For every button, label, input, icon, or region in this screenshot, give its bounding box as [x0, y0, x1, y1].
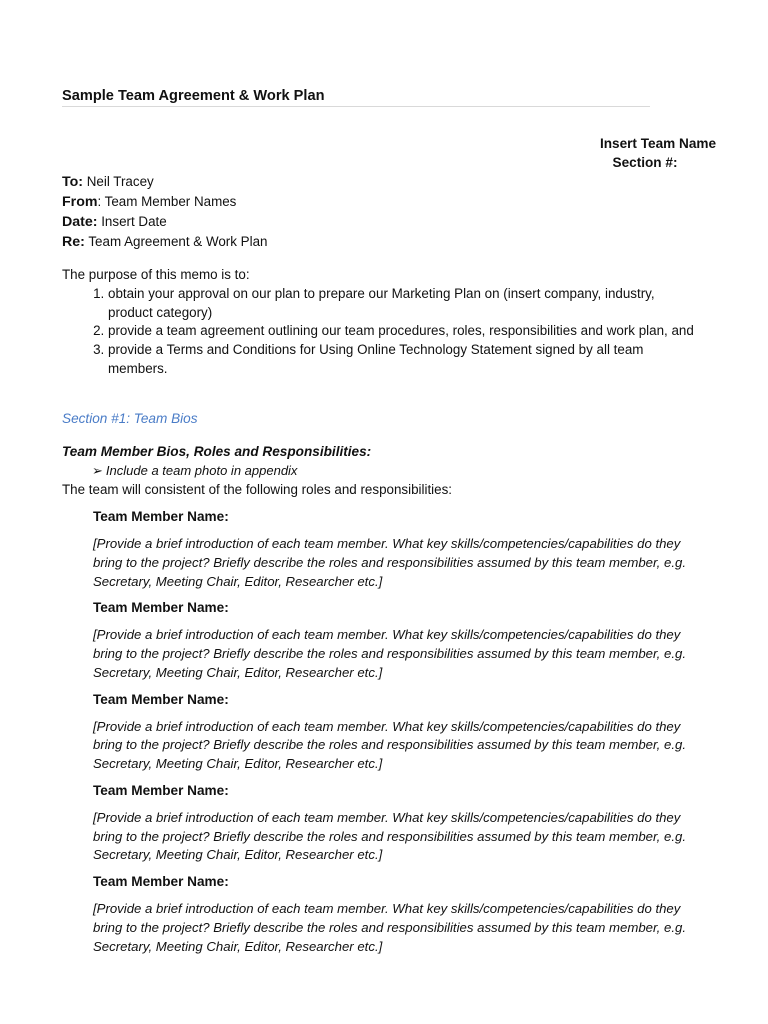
- team-member-name: Team Member Name:: [93, 874, 229, 890]
- memo-re-row: [62, 232, 267, 252]
- team-member-name: Team Member Name:: [93, 691, 229, 707]
- team-member-description: [Provide a brief introduction of each team member. What key skills/competencies/capabilities do they bring to the project? Briefly describe the roles and responsibilities assumed by this team member, e.g. Secretary, Meeting Chair, Editor, Researcher etc.]: [93, 809, 686, 863]
- date-label: Date:: [62, 214, 98, 230]
- memo-header: [62, 172, 267, 252]
- purpose-intro: The purpose of this memo is to:: [62, 267, 250, 282]
- re-label: Re:: [62, 234, 85, 250]
- to-value: Neil Tracey: [83, 174, 154, 189]
- team-member-entry: [93, 691, 713, 782]
- purpose-section: [62, 266, 702, 379]
- arrow-bullet-icon: ➢: [92, 463, 103, 478]
- re-value: Team Agreement & Work Plan: [84, 234, 268, 249]
- purpose-item: 2. provide a team agreement outlining our team procedures, roles, responsibilities and work plan, and: [108, 322, 702, 341]
- roles-intro: The team will consistent of the following roles and responsibilities:: [62, 482, 453, 497]
- team-member-description: [Provide a brief introduction of each team member. What key skills/competencies/capabilities do they bring to the project? Briefly describe the roles and responsibilities assumed by this team member, e.g. Secretary, Meeting Chair, Editor, Researcher etc.]: [93, 536, 686, 589]
- date-value: Insert Date: [97, 214, 167, 229]
- team-member-entry: [93, 782, 713, 873]
- purpose-list: [62, 285, 702, 379]
- section-heading: Section #1: Team Bios: [62, 411, 198, 426]
- team-member-list: [93, 508, 713, 964]
- from-label: From: [62, 194, 98, 210]
- team-member-name: Team Member Name:: [93, 509, 229, 524]
- team-member-entry: [93, 599, 713, 690]
- memo-date-row: [62, 212, 267, 232]
- bullet-item: [92, 463, 297, 479]
- section-number: Section #:: [612, 155, 678, 170]
- team-member-entry: [93, 873, 713, 964]
- team-member-description: [Provide a brief introduction of each team member. What key skills/competencies/capabilities do they bring to the project? Briefly describe the roles and responsibilities assumed by this team member, e.g. Secretary, Meeting Chair, Editor, Researcher etc.]: [93, 627, 686, 680]
- team-member-description: [Provide a brief introduction of each team member. What key skills/competencies/capabilities do they bring to the project? Briefly describe the roles and responsibilities assumed by this team member, e.g. Secretary, Meeting Chair, Editor, Researcher etc.]: [93, 718, 686, 772]
- document-title: Sample Team Agreement & Work Plan: [62, 88, 325, 104]
- team-member-name: Team Member Name:: [93, 782, 229, 798]
- title-underline: [62, 106, 650, 107]
- team-info-block: [560, 134, 730, 172]
- team-member-entry: [93, 508, 713, 599]
- from-value: : Team Member Names: [97, 194, 237, 209]
- team-member-name: Team Member Name:: [93, 600, 229, 616]
- purpose-item: 1. obtain your approval on our plan to prepare our Marketing Plan on (insert company, industry, product category): [108, 285, 702, 323]
- subheading: Team Member Bios, Roles and Responsibilities:: [62, 444, 372, 459]
- to-label: To:: [62, 174, 84, 190]
- memo-from-row: [62, 192, 267, 212]
- purpose-item: 3. provide a Terms and Conditions for Using Online Technology Statement signed by all team members.: [108, 341, 702, 379]
- team-member-description: [Provide a brief introduction of each team member. What key skills/competencies/capabilities do they bring to the project? Briefly describe the roles and responsibilities assumed by this team member, e.g. Secretary, Meeting Chair, Editor, Researcher etc.]: [93, 901, 686, 954]
- memo-to-row: [62, 172, 267, 192]
- bullet-text: Include a team photo in appendix: [105, 463, 298, 478]
- team-name: Insert Team Name: [599, 136, 717, 151]
